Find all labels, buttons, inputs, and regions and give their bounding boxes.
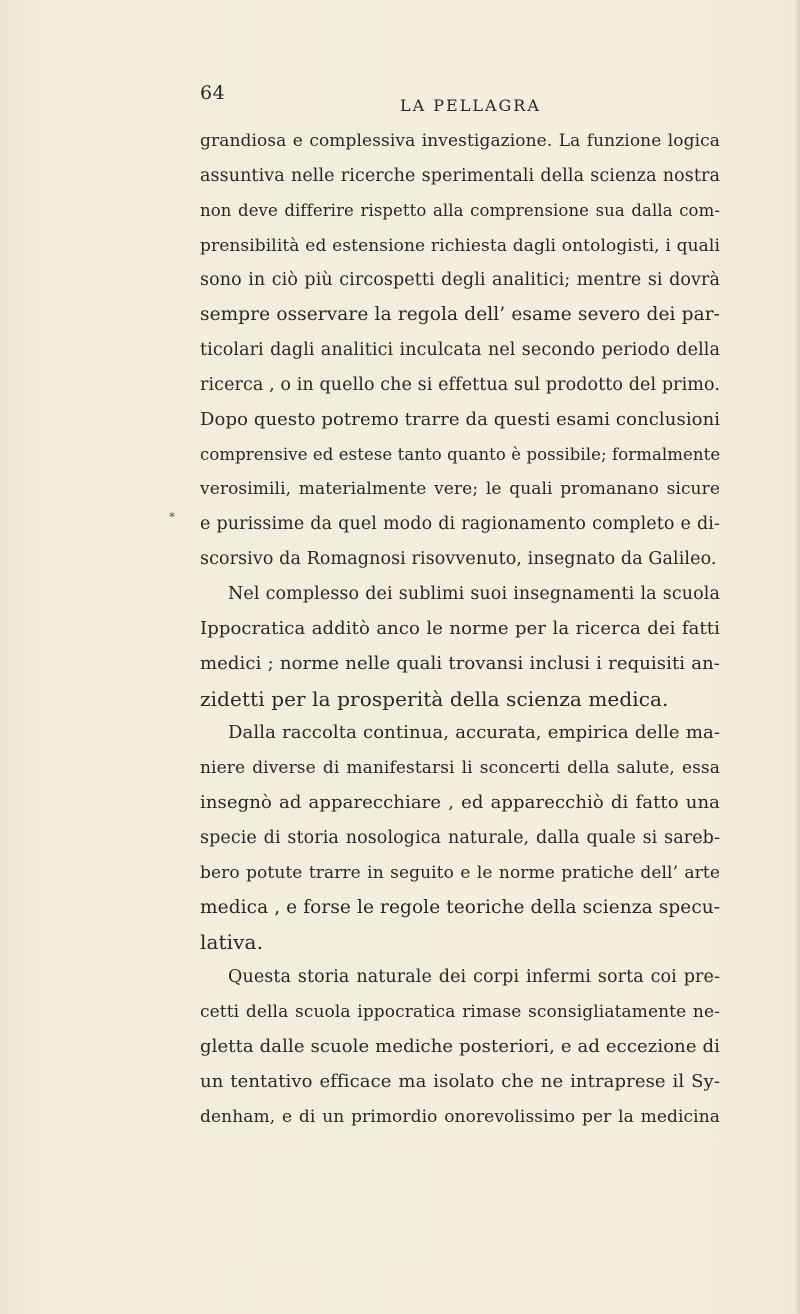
- text-line: Nel complesso dei sublimi suoi insegnamenti la scuola: [228, 583, 720, 604]
- text-line: niere diverse di manifestarsi li sconcerti della salute, essa: [200, 758, 720, 779]
- text-line: zidetti per la prosperità della scienza medica.: [200, 686, 669, 711]
- text-line: denham, e di un primordio onorevolissimo per la medicina: [200, 1106, 720, 1127]
- text-line: bero potute trarre in seguito e le norme pratiche dell’ arte: [200, 862, 720, 883]
- page-edge-shadow: [794, 0, 800, 1314]
- text-line: specie di storia nosologica naturale, dalla quale si sareb-: [200, 827, 720, 848]
- text-line: medici ; norme nelle quali trovansi inclusi i requisiti an-: [200, 652, 720, 674]
- text-line: verosimili, materialmente vere; le quali promanano sicure: [200, 479, 720, 500]
- text-line: prensibilità ed estensione richiesta dagli ontologisti, i quali: [200, 235, 720, 256]
- text-line: ricerca , o in quello che si effettua sul prodotto del primo.: [200, 374, 720, 395]
- text-line: comprensive ed estese tanto quanto è possibile; formalmente: [200, 444, 721, 464]
- text-line: medica , e forse le regole teoriche della scienza specu-: [200, 896, 721, 918]
- text-line: gletta dalle scuole mediche posteriori, e ad eccezione di: [200, 1035, 720, 1057]
- text-line: Dalla raccolta continua, accurata, empirica delle ma-: [228, 722, 720, 744]
- page-number: 64: [200, 82, 226, 104]
- text-line: e purissime da quel modo di ragionamento completo e di-: [200, 514, 720, 535]
- text-line: cetti della scuola ippocratica rimase sconsigliatamente ne-: [200, 1002, 720, 1023]
- text-line: Dopo questo potremo trarre da questi esami conclusioni: [200, 408, 721, 430]
- text-line: scorsivo da Romagnosi risovvenuto, insegnato da Galileo.: [200, 549, 717, 570]
- margin-mark: *: [169, 510, 175, 524]
- text-line: lativa.: [200, 930, 264, 955]
- text-line: assuntiva nelle ricerche sperimentali della scienza nostra: [200, 165, 720, 186]
- running-title: LA PELLAGRA: [400, 96, 541, 115]
- text-line: sono in ciò più circospetti degli analitici; mentre si dovrà: [200, 270, 720, 291]
- text-line: sempre osservare la regola dell’ esame severo dei par-: [200, 304, 720, 326]
- text-line: grandiosa e complessiva investigazione. La funzione logica: [200, 131, 720, 151]
- text-line: Questa storia naturale dei corpi infermi sorta coi pre-: [228, 967, 720, 988]
- text-line: un tentativo efficace ma isolato che ne intraprese il Sy-: [200, 1070, 720, 1092]
- text-line: insegnò ad apparecchiare , ed apparecchiò di fatto una: [200, 792, 720, 814]
- text-line: Ippocratica additò anco le norme per la ricerca dei fatti: [200, 617, 720, 639]
- text-line: ticolari dagli analitici inculcata nel secondo periodo della: [200, 340, 720, 361]
- text-line: non deve differire rispetto alla comprensione sua dalla com-: [200, 200, 720, 220]
- body-text: [200, 124, 720, 1134]
